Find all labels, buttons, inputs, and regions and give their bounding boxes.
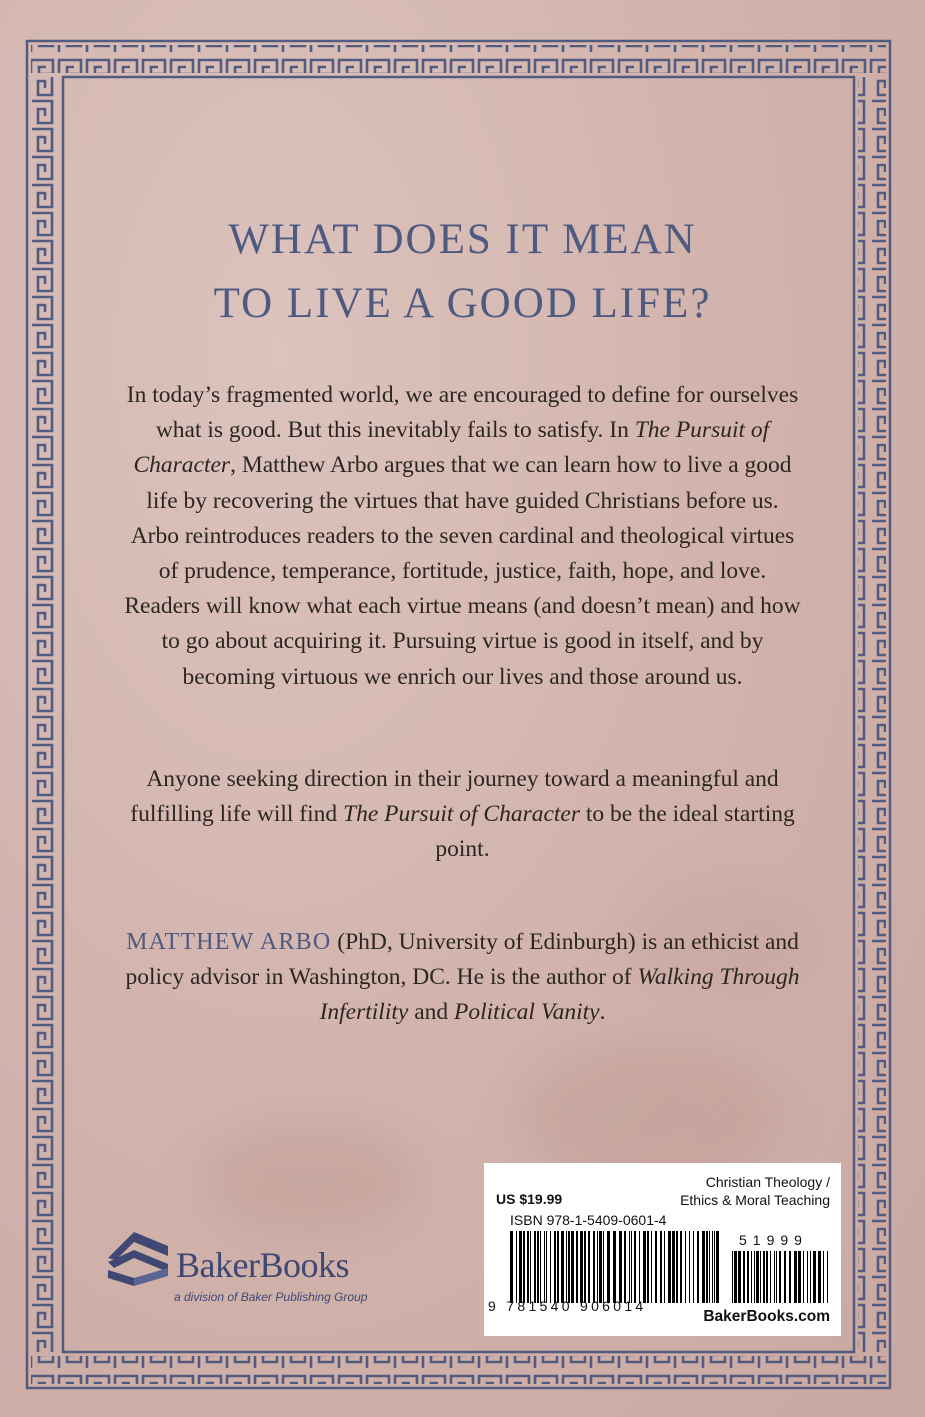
barcode-bar	[747, 1251, 749, 1303]
barcode-bar	[766, 1251, 768, 1303]
headline-line-1: WHAT DOES IT MEAN	[228, 216, 697, 263]
barcode-bar	[639, 1231, 640, 1303]
barcode-bar	[818, 1251, 821, 1303]
barcode-bar	[709, 1231, 710, 1303]
barcode-bar	[554, 1231, 556, 1303]
author-bio-text: and	[408, 999, 455, 1026]
barcode-bar	[544, 1231, 545, 1303]
isbn-barcode	[510, 1231, 720, 1303]
book-title: The Pursuit of Character	[133, 417, 770, 479]
barcode-bar	[803, 1251, 804, 1303]
barcode-bar	[712, 1231, 713, 1303]
barcode-bar	[566, 1231, 567, 1303]
barcode-bar	[643, 1231, 646, 1303]
author-name: MATTHEW ARBO	[126, 929, 332, 955]
barcode-bar	[789, 1251, 791, 1303]
book-category	[680, 1173, 830, 1209]
barcode-bar	[613, 1231, 616, 1303]
author-book-title: Walking Through Infertility	[319, 964, 800, 1026]
book-title: The Pursuit of Character	[343, 801, 581, 828]
isbn-barcode-digits: 9 781540 906014	[488, 1298, 647, 1314]
barcode-label	[484, 1163, 841, 1336]
barcode-bar	[732, 1251, 733, 1303]
barcode-bar	[734, 1251, 737, 1303]
barcode-bar	[756, 1251, 759, 1303]
barcode-bar	[550, 1231, 551, 1303]
barcode-bar	[660, 1231, 662, 1303]
barcode-bar	[607, 1231, 610, 1303]
barcode-bar	[571, 1231, 574, 1303]
barcode-bar	[540, 1231, 541, 1303]
barcode-bar	[807, 1251, 808, 1303]
barcode-bar	[702, 1231, 705, 1303]
barcode-bar	[676, 1231, 678, 1303]
publisher-logo	[104, 1224, 404, 1314]
barcode-bar	[534, 1231, 536, 1303]
barcode-bar	[593, 1231, 595, 1303]
barcode-bar	[530, 1231, 531, 1303]
barcode-bar	[561, 1231, 564, 1303]
barcode-bar	[751, 1251, 752, 1303]
barcode-bar	[597, 1231, 598, 1303]
author-bio-text: .	[599, 999, 606, 1026]
price: US $19.99	[496, 1191, 563, 1207]
category-line-1: Christian Theology /	[705, 1174, 830, 1190]
barcode-bar	[527, 1231, 529, 1303]
barcode-bar	[599, 1231, 602, 1303]
description-paragraph-1	[120, 378, 805, 695]
price-barcode	[732, 1251, 832, 1303]
headline	[120, 208, 805, 336]
barcode-bar	[770, 1251, 771, 1303]
barcode-bar	[629, 1231, 630, 1303]
barcode-bar	[680, 1231, 682, 1303]
barcode-bar	[523, 1231, 525, 1303]
barcode-bar	[557, 1231, 559, 1303]
barcode-bar	[631, 1231, 632, 1303]
author-bio-text: (PhD, University of Edinburgh) is an ethicist and policy advisor in Washington, DC. He is the author of	[125, 929, 799, 991]
barcode-bar	[647, 1231, 649, 1303]
description-text: to be the ideal starting point.	[435, 801, 795, 863]
barcode-bar	[603, 1231, 604, 1303]
barcode-bar	[651, 1231, 652, 1303]
barcode-bar	[798, 1251, 801, 1303]
description-text: Anyone seeking direction in their journey toward a meaningful and fulfilling life will find	[130, 766, 779, 828]
barcode-bar	[668, 1231, 671, 1303]
book-stack-icon	[104, 1228, 172, 1288]
barcode-bar	[784, 1251, 786, 1303]
barcode-bar	[510, 1231, 513, 1303]
barcode-bar	[779, 1251, 781, 1303]
publisher-subtitle: a division of Baker Publishing Group	[174, 1290, 368, 1304]
barcode-bar	[794, 1251, 797, 1303]
barcode-bar	[697, 1231, 699, 1303]
barcode-bar	[693, 1231, 694, 1303]
publisher-website: BakerBooks.com	[703, 1308, 830, 1325]
barcode-bar	[546, 1231, 547, 1303]
author-book-title: Political Vanity	[454, 999, 600, 1026]
category-line-2: Ethics & Moral Teaching	[680, 1192, 830, 1208]
barcode-bar	[619, 1231, 622, 1303]
description-text: In today’s fragmented world, we are encouraged to define for ourselves what is good. But this inevitably fails to satisfy. In	[126, 382, 799, 444]
headline-line-2: TO LIVE A GOOD LIFE?	[213, 280, 712, 327]
description-text: , Matthew Arbo argues that we can learn how to live a good life by recovering the virtues that have guided Christians before us. Arbo reintroduces readers to the seven cardinal and theological virtues of prudence, temperance, fortitude, justice, faith, hope, and love. Readers will know what each virtue means (and doesn’t mean) and how to go about acquiring it. Pursuing virtue is good in itself, and by becoming virtuous we enrich our lives and those around us.	[124, 452, 801, 690]
isbn-number: ISBN 978-1-5409-0601-4	[510, 1212, 667, 1228]
barcode-bar	[624, 1231, 626, 1303]
barcode-bar	[576, 1231, 578, 1303]
description-paragraph-2	[120, 762, 805, 868]
barcode-bar	[568, 1231, 570, 1303]
barcode-bar	[823, 1251, 824, 1303]
barcode-bar	[519, 1231, 522, 1303]
barcode-bar	[689, 1231, 690, 1303]
barcode-bar	[685, 1231, 686, 1303]
barcode-bar	[672, 1231, 675, 1303]
barcode-bar	[754, 1251, 755, 1303]
barcode-bar	[827, 1251, 828, 1303]
barcode-bar	[580, 1231, 583, 1303]
barcode-bar	[588, 1231, 590, 1303]
price-barcode-digits: 51999	[739, 1232, 808, 1248]
barcode-bar	[714, 1231, 715, 1303]
barcode-bar	[664, 1231, 665, 1303]
barcode-bar	[706, 1231, 708, 1303]
barcode-bar	[810, 1251, 811, 1303]
barcode-bar	[738, 1251, 741, 1303]
author-bio	[120, 925, 805, 1031]
barcode-bar	[774, 1251, 775, 1303]
barcode-bar	[716, 1231, 719, 1303]
barcode-bar	[655, 1231, 657, 1303]
barcode-bar	[516, 1231, 517, 1303]
barcode-bar	[537, 1231, 539, 1303]
barcode-bar	[763, 1251, 765, 1303]
barcode-bar	[813, 1251, 816, 1303]
barcode-bar	[584, 1231, 586, 1303]
barcode-bar	[743, 1251, 745, 1303]
barcode-bar	[776, 1251, 777, 1303]
publisher-name: BakerBooks	[176, 1245, 349, 1285]
barcode-bar	[760, 1251, 761, 1303]
barcode-bar	[634, 1231, 636, 1303]
